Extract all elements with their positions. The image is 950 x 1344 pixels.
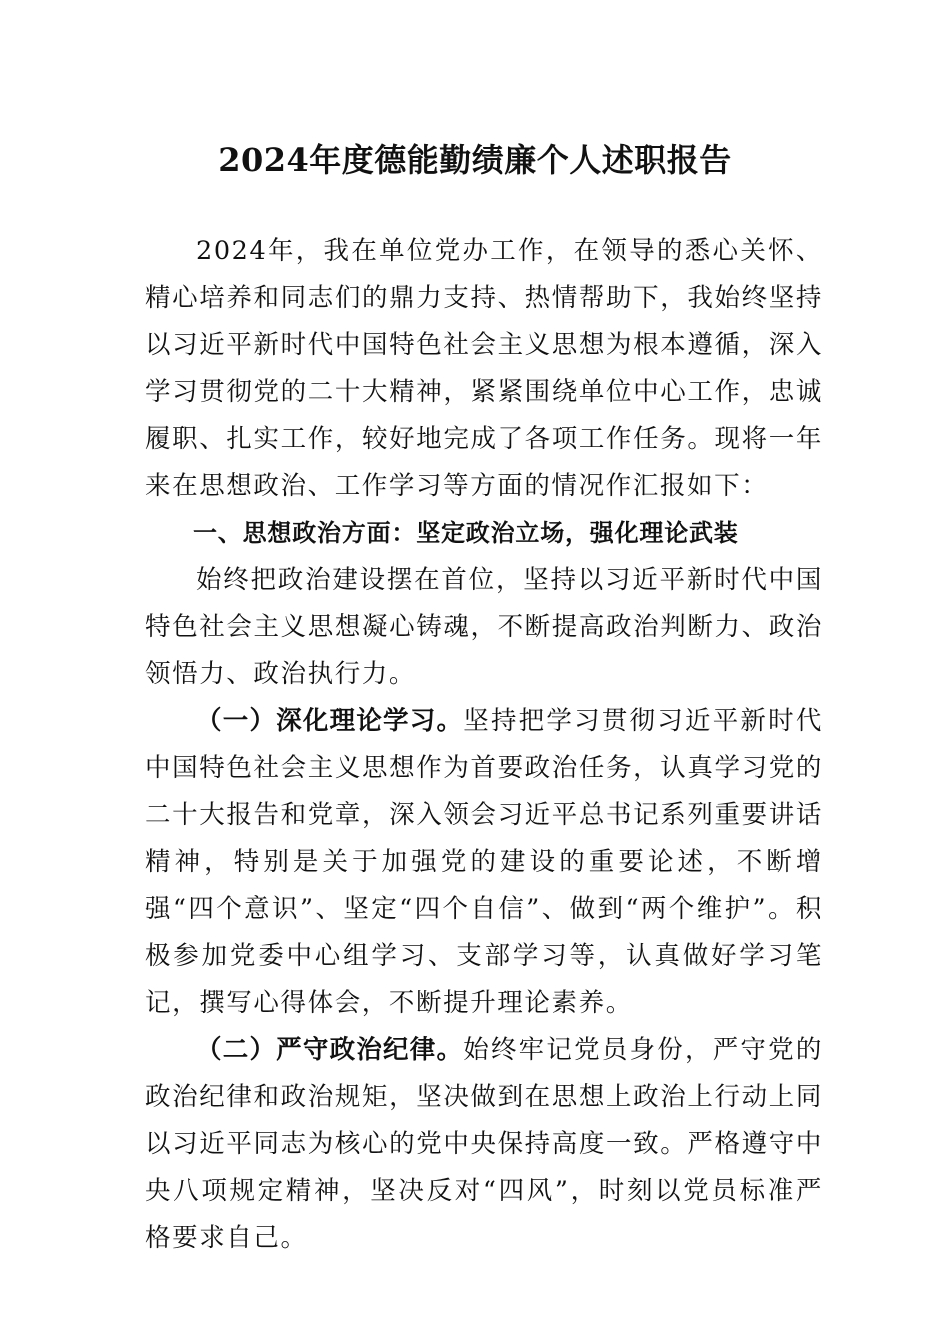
section-intro-text: 始终把政治建设摆在首位，坚持以习近平新时代中国特色社会主义思想凝心铸魂，不断提高政治判断力、政治领悟力、政治执行力。 — [145, 565, 823, 689]
subsection-theory-study-heading: （一）深化理论学习。 — [196, 706, 464, 736]
document-title: 2024年度德能勤绩廉个人述职报告 — [218, 141, 732, 179]
subsection-theory-study — [145, 698, 823, 1027]
document-body — [145, 228, 823, 1262]
section-heading-political — [145, 510, 823, 557]
intro-paragraph — [145, 228, 823, 510]
subsection-political-discipline-text: 始终牢记党员身份，严守党的政治纪律和政治规矩，坚决做到在思想上政治上行动上同以习近平同志为核心的党中央保持高度一致。严格遵守中央八项规定精神，坚决反对“四风”，时刻以党员标准严格要求自己。 — [145, 1035, 823, 1253]
subsection-political-discipline — [145, 1027, 823, 1262]
section-intro-paragraph — [145, 557, 823, 698]
intro-paragraph-text: 2024年，我在单位党办工作，在领导的悉心关怀、精心培养和同志们的鼎力支持、热情帮助下，我始终坚持以习近平新时代中国特色社会主义思想为根本遵循，深入学习贯彻党的二十大精神，紧紧围绕单位中心工作，忠诚履职、扎实工作，较好地完成了各项工作任务。现将一年来在思想政治、工作学习等方面的情况作汇报如下： — [145, 236, 823, 501]
subsection-political-discipline-heading: （二）严守政治纪律。 — [196, 1035, 464, 1065]
section-heading-text: 一、思想政治方面：坚定政治立场，强化理论武装 — [193, 519, 739, 547]
subsection-theory-study-text: 坚持把学习贯彻习近平新时代中国特色社会主义思想作为首要政治任务，认真学习党的二十大报告和党章，深入领会习近平总书记系列重要讲话精神，特别是关于加强党的建设的重要论述，不断增强“四个意识”、坚定“四个自信”、做到“两个维护”。积极参加党委中心组学习、支部学习等，认真做好学习笔记，撰写心得体会，不断提升理论素养。 — [145, 706, 823, 1018]
